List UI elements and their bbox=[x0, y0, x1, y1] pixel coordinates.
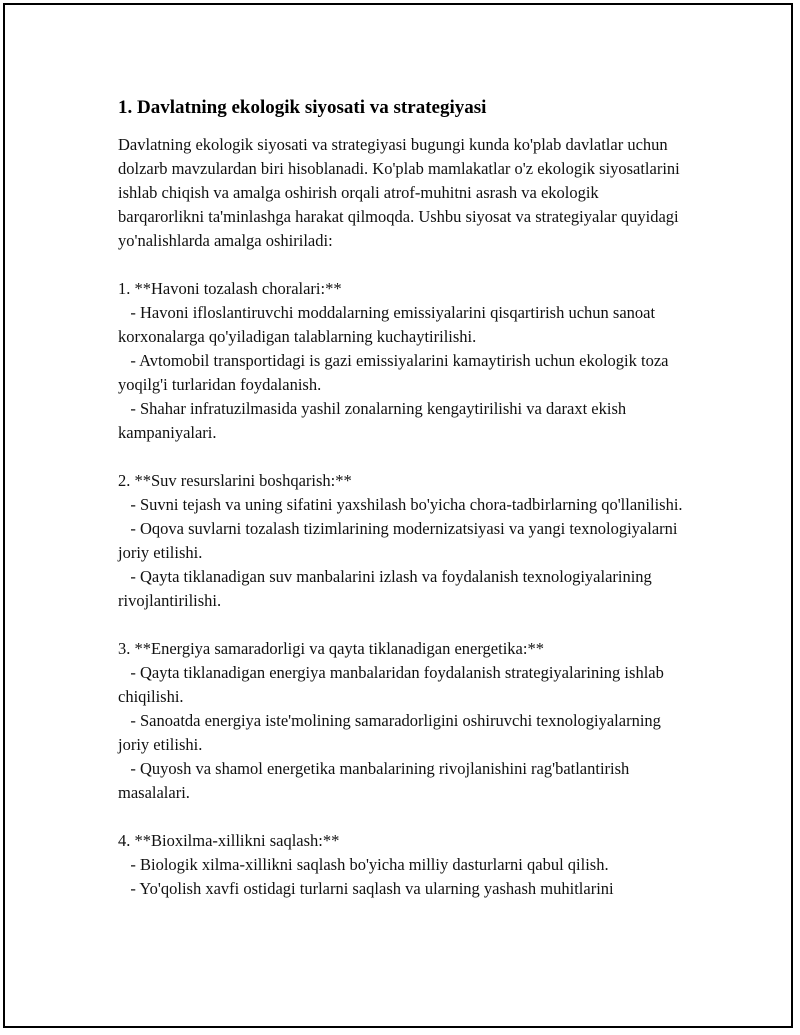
list-item: - Biologik xilma-xillikni saqlash bo'yicha milliy dasturlarni qabul qilish. bbox=[118, 855, 609, 874]
list-item: - Yo'qolish xavfi ostidagi turlarni saqlash va ularning yashash muhitlarini bbox=[118, 879, 614, 898]
list-item: - Qayta tiklanadigan energiya manbalaridan foydalanish strategiyalarining ishlab chiqilishi. bbox=[118, 663, 668, 706]
list-item: - Suvni tejash va uning sifatini yaxshilash bo'yicha chora-tadbirlarning qo'llanilishi. bbox=[118, 495, 683, 514]
list-item: - Quyosh va shamol energetika manbalarining rivojlanishini rag'batlantirish masalalari. bbox=[118, 759, 634, 802]
document-heading: 1. Davlatning ekologik siyosati va strategiyasi bbox=[118, 97, 487, 118]
list-item: - Havoni ifloslantiruvchi moddalarning emissiyalarini qisqartirish uchun sanoat korxonalarga qo'yiladigan talablarning kuchaytirilishi. bbox=[118, 303, 660, 346]
section-biodiversity bbox=[118, 829, 688, 901]
intro-paragraph: Davlatning ekologik siyosati va strategiyasi bugungi kunda ko'plab davlatlar uchun dolzarb mavzulardan biri hisoblanadi. Ko'plab mamlakatlar o'z ekologik siyosatlarini ishlab chiqish va amalga oshirish orqali atrof-muhitni asrash va ekologik barqarorlikni ta'minlashga harakat qilmoqda. Ushbu siyosat va strategiyalar quyidagi yo'nalishlarda amalga oshiriladi: bbox=[118, 135, 680, 250]
document-body bbox=[118, 96, 688, 901]
section-air bbox=[118, 277, 688, 445]
list-item: - Oqova suvlarni tozalash tizimlarining modernizatsiyasi va yangi texnologiyalarni joriy etilishi. bbox=[118, 519, 682, 562]
list-item: - Shahar infratuzilmasida yashil zonalarning kengaytirilishi va daraxt ekish kampaniyalari. bbox=[118, 399, 631, 442]
list-item: - Sanoatda energiya iste'molining samaradorligini oshiruvchi texnologiyalarning joriy etilishi. bbox=[118, 711, 666, 754]
section-title: 4. **Bioxilma-xillikni saqlash:** bbox=[118, 831, 340, 850]
list-item: - Qayta tiklanadigan suv manbalarini izlash va foydalanish texnologiyalarining rivojlantirilishi. bbox=[118, 567, 656, 610]
section-title: 2. **Suv resurslarini boshqarish:** bbox=[118, 471, 352, 490]
section-title: 3. **Energiya samaradorligi va qayta tiklanadigan energetika:** bbox=[118, 639, 544, 658]
list-item: - Avtomobil transportidagi is gazi emissiyalarini kamaytirish uchun ekologik toza yoqilg'i turlaridan foydalanish. bbox=[118, 351, 673, 394]
section-water bbox=[118, 469, 688, 613]
section-title: 1. **Havoni tozalash choralari:** bbox=[118, 279, 342, 298]
section-energy bbox=[118, 637, 688, 805]
